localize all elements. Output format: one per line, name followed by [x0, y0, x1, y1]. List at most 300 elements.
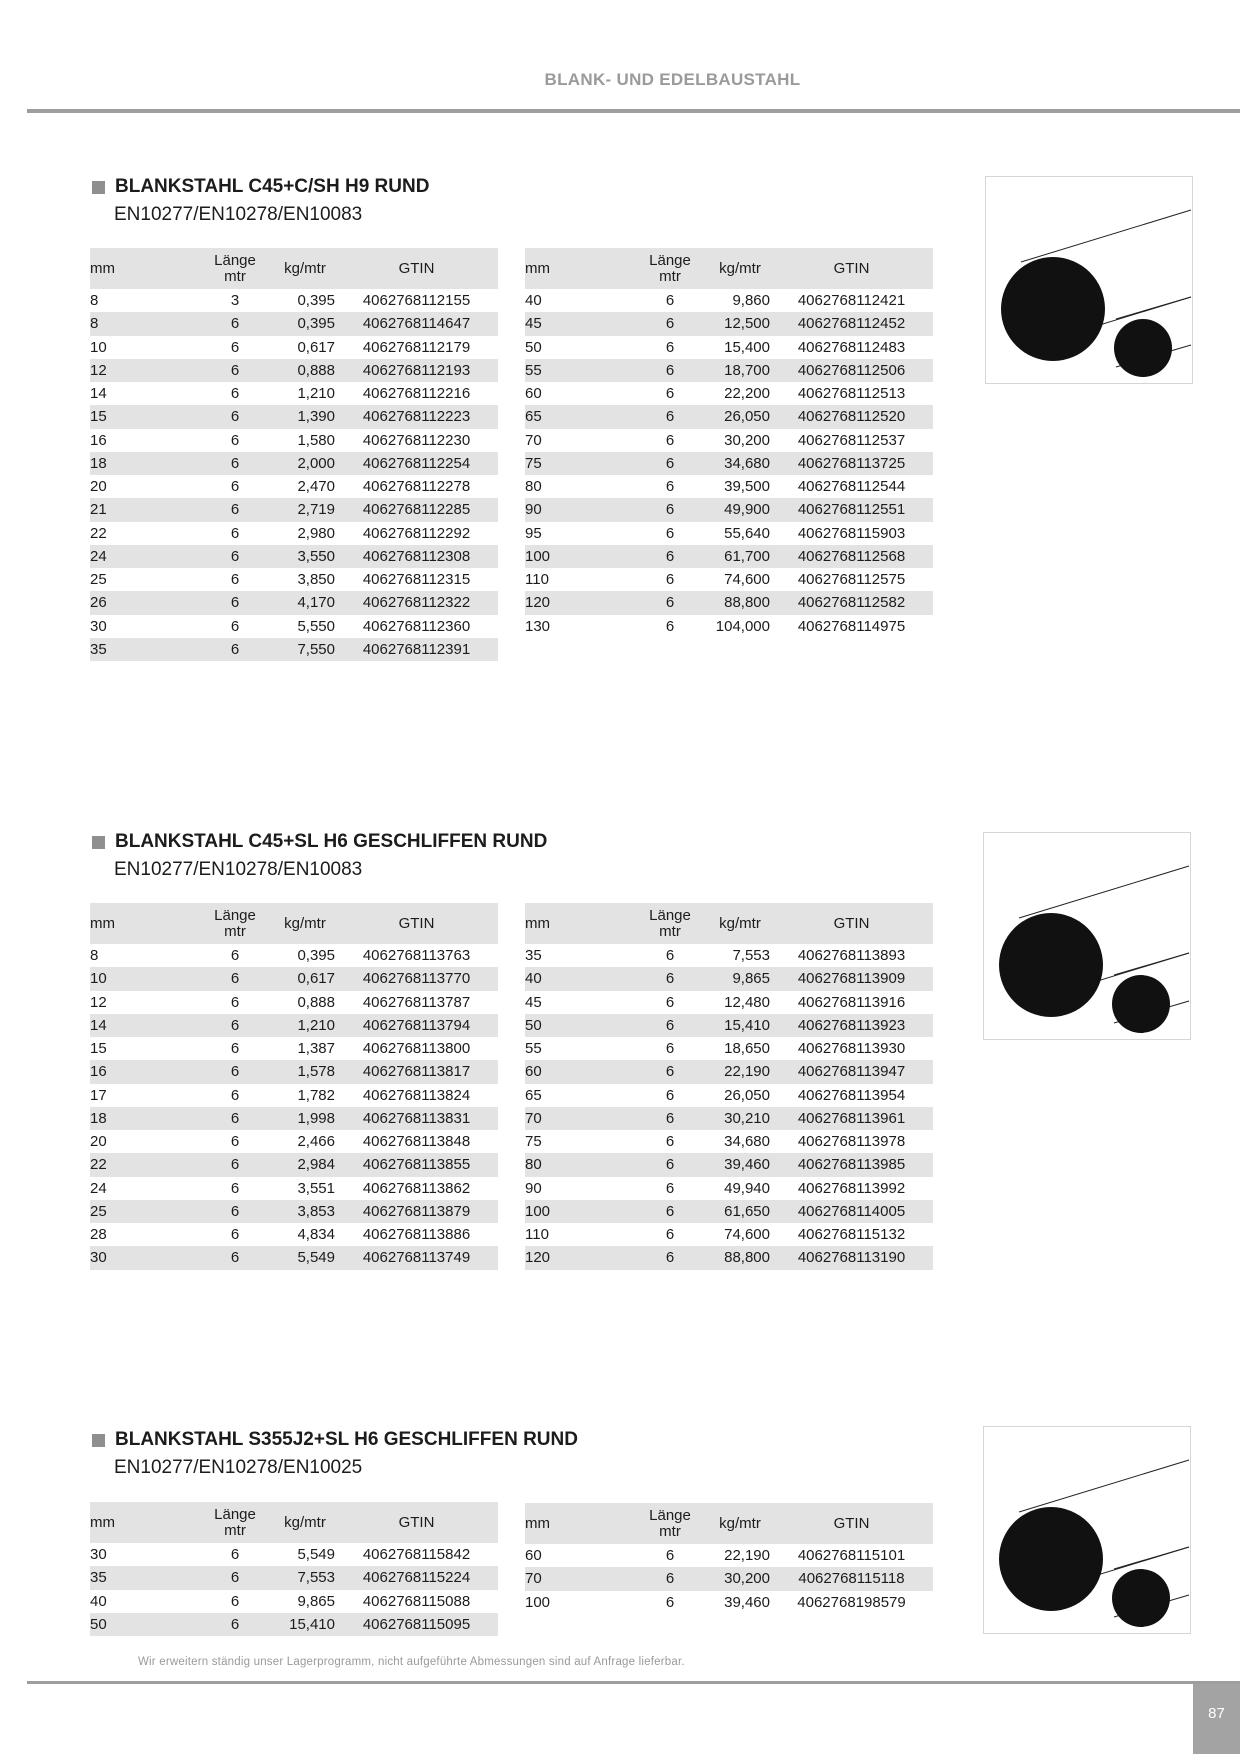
table-row — [90, 1014, 498, 1037]
cell-length: 6 — [195, 498, 275, 521]
cell-length: 6 — [665, 524, 675, 542]
table-row — [90, 1084, 498, 1107]
cell-gtin: 4062768112575 — [797, 571, 906, 589]
cell-length: 6 — [665, 1547, 675, 1565]
cell-gtin: 4062768113800 — [362, 1040, 471, 1058]
cell-kg-per-mtr: 30,200 — [710, 1567, 770, 1590]
cell-kg-per-mtr: 3,850 — [297, 571, 335, 589]
col-header-length: Länge mtr — [195, 248, 275, 289]
col-header-kg: kg/mtr — [710, 1503, 770, 1544]
cell-length: 6 — [665, 431, 675, 449]
table-row — [90, 615, 498, 638]
cell-mm: 50 — [525, 338, 542, 356]
cell-mm: 75 — [525, 1133, 542, 1151]
cell-length: 6 — [665, 1040, 675, 1058]
cell-mm: 15 — [90, 405, 195, 428]
cell-mm: 120 — [525, 591, 630, 614]
cell-kg-per-mtr: 61,700 — [710, 545, 770, 568]
cell-kg-per-mtr: 26,050 — [710, 405, 770, 428]
cell-gtin: 4062768112193 — [335, 359, 498, 382]
table-row — [90, 405, 498, 428]
cell-gtin: 4062768115842 — [362, 1546, 471, 1564]
table-row — [90, 498, 498, 521]
cell-length: 6 — [195, 1246, 275, 1269]
cell-mm: 17 — [90, 1086, 107, 1104]
table-row — [90, 1130, 498, 1153]
cell-kg-per-mtr: 9,860 — [732, 292, 770, 310]
cell-mm: 75 — [525, 452, 630, 475]
cell-gtin: 4062768113886 — [362, 1226, 471, 1244]
table-row — [525, 1153, 933, 1176]
cell-gtin: 4062768112506 — [770, 359, 933, 382]
cell-mm: 14 — [90, 1014, 195, 1037]
top-divider — [27, 109, 1240, 113]
cell-length: 6 — [195, 405, 275, 428]
table-row — [525, 498, 933, 521]
cell-gtin: 4062768112223 — [335, 405, 498, 428]
cell-mm: 70 — [525, 1107, 630, 1130]
bullet-square-icon — [92, 181, 105, 194]
cell-gtin: 4062768113824 — [362, 1086, 471, 1104]
cell-length: 6 — [630, 359, 710, 382]
table-row — [525, 944, 933, 967]
cell-kg-per-mtr: 0,617 — [297, 338, 335, 356]
cell-gtin: 4062768113190 — [770, 1246, 933, 1269]
cell-gtin: 4062768113961 — [770, 1107, 933, 1130]
table-row — [90, 1246, 498, 1269]
table-row — [525, 1084, 933, 1107]
cell-mm: 12 — [90, 993, 107, 1011]
cell-length: 6 — [230, 1546, 240, 1564]
cell-kg-per-mtr: 39,500 — [724, 478, 770, 496]
cell-kg-per-mtr: 18,650 — [724, 1040, 770, 1058]
col-header-gtin: GTIN — [335, 903, 498, 944]
col-header-kg: kg/mtr — [275, 1502, 335, 1543]
cell-gtin: 4062768113794 — [335, 1014, 498, 1037]
cell-kg-per-mtr: 1,387 — [297, 1040, 335, 1058]
table-row — [525, 405, 933, 428]
cell-kg-per-mtr: 61,650 — [710, 1200, 770, 1223]
cell-gtin: 4062768113817 — [335, 1060, 498, 1083]
cell-length: 6 — [195, 1613, 275, 1636]
table-header — [90, 903, 498, 944]
size-table-left — [90, 1502, 498, 1636]
size-table-left — [90, 248, 498, 661]
cell-gtin: 4062768198579 — [797, 1593, 906, 1611]
bullet-square-icon — [92, 836, 105, 849]
section-norm: EN10277/EN10278/EN10083 — [114, 204, 363, 225]
cell-kg-per-mtr: 0,395 — [297, 292, 335, 310]
cell-kg-per-mtr: 2,000 — [275, 452, 335, 475]
cell-length: 6 — [195, 967, 275, 990]
cell-mm: 60 — [525, 385, 542, 403]
cell-mm: 8 — [90, 312, 195, 335]
cell-length: 6 — [230, 993, 240, 1011]
col-header-kg: kg/mtr — [275, 248, 335, 289]
table-row — [525, 991, 933, 1014]
section-title — [92, 1429, 578, 1451]
table-row — [525, 1223, 933, 1246]
cell-gtin: 4062768112544 — [797, 478, 906, 496]
table-row — [525, 967, 933, 990]
cell-length: 6 — [665, 617, 675, 635]
table-row — [525, 568, 933, 591]
table-row — [90, 1590, 498, 1613]
cell-mm: 28 — [90, 1226, 107, 1244]
cell-length: 6 — [630, 1200, 710, 1223]
cell-length: 6 — [630, 1153, 710, 1176]
cell-kg-per-mtr: 1,782 — [297, 1086, 335, 1104]
table-row — [525, 591, 933, 614]
cell-mm: 15 — [90, 1040, 107, 1058]
cell-kg-per-mtr: 15,410 — [710, 1014, 770, 1037]
cell-gtin: 4062768112254 — [335, 452, 498, 475]
table-row — [525, 1177, 933, 1200]
cell-kg-per-mtr: 5,550 — [297, 617, 335, 635]
cell-gtin: 4062768113947 — [770, 1060, 933, 1083]
cell-kg-per-mtr: 49,940 — [724, 1179, 770, 1197]
col-header-mm: mm — [525, 248, 630, 289]
table-row — [525, 1130, 933, 1153]
cell-gtin: 4062768113749 — [335, 1246, 498, 1269]
cell-gtin: 4062768112421 — [797, 292, 906, 310]
cell-length: 6 — [230, 478, 240, 496]
table-row — [90, 452, 498, 475]
cell-length: 6 — [195, 1107, 275, 1130]
table-row — [90, 1543, 498, 1566]
cell-gtin: 4062768113862 — [362, 1179, 471, 1197]
cell-gtin: 4062768112155 — [362, 292, 471, 310]
cell-gtin: 4062768115095 — [335, 1613, 498, 1636]
section-title — [92, 176, 429, 198]
cell-mm: 60 — [525, 1060, 630, 1083]
cell-kg-per-mtr: 4,834 — [297, 1226, 335, 1244]
cell-mm: 70 — [525, 1567, 630, 1590]
cell-length: 6 — [630, 1060, 710, 1083]
table-row — [90, 336, 498, 359]
table-row — [525, 1246, 933, 1269]
cell-mm: 10 — [90, 338, 107, 356]
cell-gtin: 4062768112292 — [362, 524, 471, 542]
cell-mm: 30 — [90, 617, 107, 635]
cell-kg-per-mtr: 1,390 — [275, 405, 335, 428]
cell-mm: 8 — [90, 947, 99, 965]
cell-mm: 16 — [90, 1060, 195, 1083]
cell-length: 6 — [665, 1133, 675, 1151]
cell-length: 6 — [665, 1086, 675, 1104]
cell-mm: 110 — [525, 1226, 549, 1244]
cell-kg-per-mtr: 2,470 — [297, 478, 335, 496]
col-header-length: Länge mtr — [630, 248, 710, 289]
cell-mm: 12 — [90, 359, 195, 382]
cell-kg-per-mtr: 30,200 — [724, 431, 770, 449]
cell-kg-per-mtr: 7,553 — [732, 947, 770, 965]
cell-mm: 50 — [525, 1014, 630, 1037]
cell-kg-per-mtr: 3,551 — [297, 1179, 335, 1197]
bottom-divider — [27, 1681, 1240, 1684]
bullet-square-icon — [92, 1434, 105, 1447]
size-table-right — [525, 248, 933, 638]
cell-kg-per-mtr: 5,549 — [275, 1246, 335, 1269]
table-row — [525, 1037, 933, 1060]
cell-mm: 16 — [90, 431, 107, 449]
table-row — [525, 1200, 933, 1223]
cell-mm: 14 — [90, 385, 107, 403]
table-row — [90, 1060, 498, 1083]
cell-kg-per-mtr: 4,170 — [275, 591, 335, 614]
cell-gtin: 4062768115101 — [797, 1547, 906, 1565]
col-header-length: Länge mtr — [630, 903, 710, 944]
cell-length: 6 — [665, 1593, 675, 1611]
cell-gtin: 4062768112315 — [362, 571, 471, 589]
cell-mm: 35 — [90, 638, 195, 661]
table-row — [525, 545, 933, 568]
cell-mm: 55 — [525, 1040, 542, 1058]
table-header — [90, 248, 498, 289]
table-row — [90, 475, 498, 498]
cell-mm: 24 — [90, 545, 195, 568]
table-row — [90, 1107, 498, 1130]
page-number: 87 — [1193, 1684, 1240, 1754]
cell-gtin: 4062768112537 — [797, 431, 906, 449]
table-row — [90, 522, 498, 545]
cell-gtin: 4062768112278 — [362, 478, 471, 496]
table-row — [525, 382, 933, 405]
cell-kg-per-mtr: 0,395 — [297, 947, 335, 965]
section-title-text: BLANKSTAHL C45+C/SH H9 RUND — [115, 176, 430, 197]
cell-gtin: 4062768112513 — [797, 385, 906, 403]
table-header — [90, 1502, 498, 1543]
section-title — [92, 831, 547, 853]
cell-kg-per-mtr: 74,600 — [724, 1226, 770, 1244]
cell-kg-per-mtr: 7,550 — [275, 638, 335, 661]
cell-length: 6 — [630, 405, 710, 428]
table-row — [525, 1060, 933, 1083]
col-header-gtin: GTIN — [770, 248, 933, 289]
cell-mm: 45 — [525, 993, 542, 1011]
table-row — [90, 312, 498, 335]
col-header-mm: mm — [90, 1502, 195, 1543]
col-header-kg: kg/mtr — [710, 903, 770, 944]
col-header-kg: kg/mtr — [710, 248, 770, 289]
cell-gtin: 4062768113831 — [335, 1107, 498, 1130]
section-title-text: BLANKSTAHL S355J2+SL H6 GESCHLIFFEN RUND — [115, 1429, 578, 1450]
cell-gtin: 4062768113787 — [362, 993, 471, 1011]
cell-gtin: 4062768114005 — [770, 1200, 933, 1223]
cell-gtin: 4062768112285 — [335, 498, 498, 521]
cell-length: 6 — [195, 591, 275, 614]
cell-mm: 26 — [90, 591, 195, 614]
cell-kg-per-mtr: 55,640 — [724, 524, 770, 542]
cell-length: 6 — [230, 1086, 240, 1104]
cell-length: 6 — [630, 452, 710, 475]
cell-gtin: 4062768114647 — [335, 312, 498, 335]
col-header-kg: kg/mtr — [275, 903, 335, 944]
table-row — [90, 944, 498, 967]
cell-mm: 25 — [90, 571, 107, 589]
cell-length: 6 — [195, 545, 275, 568]
cell-mm: 65 — [525, 1086, 542, 1104]
cell-length: 6 — [630, 545, 710, 568]
cell-length: 6 — [195, 452, 275, 475]
cell-mm: 130 — [525, 617, 551, 635]
cell-gtin: 4062768113985 — [770, 1153, 933, 1176]
table-row — [90, 359, 498, 382]
cell-kg-per-mtr: 9,865 — [710, 967, 770, 990]
cell-length: 6 — [665, 571, 675, 589]
cell-gtin: 4062768113763 — [362, 947, 471, 965]
table-row — [525, 475, 933, 498]
cell-mm: 90 — [525, 1179, 542, 1197]
cell-kg-per-mtr: 1,210 — [275, 1014, 335, 1037]
cell-kg-per-mtr: 22,190 — [710, 1060, 770, 1083]
cell-length: 6 — [630, 312, 710, 335]
cell-gtin: 4062768115088 — [362, 1592, 471, 1610]
cell-gtin: 4062768113848 — [362, 1133, 471, 1151]
cell-length: 6 — [195, 312, 275, 335]
cell-length: 6 — [630, 1567, 710, 1590]
cell-gtin: 4062768112391 — [335, 638, 498, 661]
cell-length: 6 — [195, 638, 275, 661]
cell-mm: 110 — [525, 571, 549, 589]
cell-length: 6 — [665, 478, 675, 496]
cell-mm: 35 — [90, 1566, 195, 1589]
cell-mm: 65 — [525, 405, 630, 428]
cell-kg-per-mtr: 2,984 — [275, 1153, 335, 1176]
cell-length: 6 — [665, 1179, 675, 1197]
cell-length: 6 — [630, 1107, 710, 1130]
cell-mm: 21 — [90, 498, 195, 521]
cell-kg-per-mtr: 0,888 — [275, 359, 335, 382]
cell-kg-per-mtr: 12,500 — [710, 312, 770, 335]
cell-gtin: 4062768112551 — [770, 498, 933, 521]
cell-mm: 80 — [525, 478, 542, 496]
cell-gtin: 4062768112216 — [362, 385, 471, 403]
table-row — [90, 1613, 498, 1636]
table-row — [90, 638, 498, 661]
cell-mm: 24 — [90, 1179, 107, 1197]
cell-mm: 40 — [90, 1592, 107, 1610]
cell-mm: 22 — [90, 524, 107, 542]
cell-kg-per-mtr: 88,800 — [710, 591, 770, 614]
col-header-gtin: GTIN — [770, 903, 933, 944]
cell-length: 6 — [195, 1060, 275, 1083]
cell-kg-per-mtr: 22,190 — [724, 1547, 770, 1565]
cell-gtin: 4062768112179 — [362, 338, 471, 356]
table-row — [90, 1177, 498, 1200]
cell-length: 6 — [195, 1014, 275, 1037]
cell-mm: 100 — [525, 545, 630, 568]
table-row — [525, 1544, 933, 1567]
col-header-mm: mm — [90, 903, 195, 944]
cell-gtin: 4062768112230 — [362, 431, 471, 449]
cell-gtin: 4062768112520 — [770, 405, 933, 428]
table-header — [525, 248, 933, 289]
cell-length: 6 — [195, 359, 275, 382]
size-table-right — [525, 903, 933, 1270]
table-row — [525, 1591, 933, 1614]
cell-mm: 70 — [525, 431, 542, 449]
col-header-gtin: GTIN — [335, 1502, 498, 1543]
cell-kg-per-mtr: 9,865 — [297, 1592, 335, 1610]
table-row — [525, 429, 933, 452]
cell-kg-per-mtr: 15,410 — [275, 1613, 335, 1636]
table-row — [90, 382, 498, 405]
cell-mm: 45 — [525, 312, 630, 335]
cell-kg-per-mtr: 1,578 — [275, 1060, 335, 1083]
cell-gtin: 4062768113879 — [335, 1200, 498, 1223]
table-row — [90, 568, 498, 591]
cell-length: 3 — [230, 292, 240, 310]
col-header-mm: mm — [90, 248, 195, 289]
table-row — [90, 429, 498, 452]
cell-kg-per-mtr: 34,680 — [724, 1133, 770, 1151]
col-header-length: Länge mtr — [630, 1503, 710, 1544]
table-row — [525, 336, 933, 359]
cell-mm: 40 — [525, 292, 542, 310]
cell-kg-per-mtr: 0,617 — [275, 967, 335, 990]
col-header-length: Länge mtr — [195, 903, 275, 944]
cell-mm: 100 — [525, 1593, 551, 1611]
cell-mm: 22 — [90, 1153, 195, 1176]
cell-mm: 10 — [90, 967, 195, 990]
table-row — [525, 522, 933, 545]
cell-kg-per-mtr: 3,853 — [275, 1200, 335, 1223]
cell-length: 6 — [230, 1040, 240, 1058]
cell-length: 6 — [630, 591, 710, 614]
cell-gtin: 4062768113909 — [770, 967, 933, 990]
footnote: Wir erweitern ständig unser Lagerprogramm, nicht aufgeführte Abmessungen sind auf Anfrage lieferbar. — [138, 1656, 685, 1668]
cell-length: 6 — [195, 1200, 275, 1223]
col-header-gtin: GTIN — [770, 1503, 933, 1544]
cell-kg-per-mtr: 1,210 — [297, 385, 335, 403]
cell-gtin: 4062768112308 — [335, 545, 498, 568]
cell-kg-per-mtr: 0,395 — [275, 312, 335, 335]
table-row — [525, 1107, 933, 1130]
cell-kg-per-mtr: 49,900 — [710, 498, 770, 521]
cell-length: 6 — [665, 1226, 675, 1244]
cell-gtin: 4062768115224 — [335, 1566, 498, 1589]
round-bar-icon — [983, 832, 1191, 1040]
cell-kg-per-mtr: 15,400 — [724, 338, 770, 356]
cell-length: 6 — [665, 993, 675, 1011]
cell-length: 6 — [230, 1226, 240, 1244]
cell-gtin: 4062768113855 — [335, 1153, 498, 1176]
table-row — [525, 615, 933, 638]
cell-mm: 95 — [525, 524, 542, 542]
cell-gtin: 4062768113992 — [797, 1179, 906, 1197]
cell-length: 6 — [230, 1133, 240, 1151]
table-row — [90, 1037, 498, 1060]
col-header-gtin: GTIN — [335, 248, 498, 289]
cell-gtin: 4062768112582 — [770, 591, 933, 614]
cell-length: 6 — [665, 338, 675, 356]
size-table-left — [90, 903, 498, 1270]
table-row — [525, 359, 933, 382]
cell-mm: 20 — [90, 478, 107, 496]
cell-mm: 120 — [525, 1246, 630, 1269]
cell-kg-per-mtr: 5,549 — [297, 1546, 335, 1564]
cell-gtin: 4062768113978 — [797, 1133, 906, 1151]
section-norm: EN10277/EN10278/EN10083 — [114, 859, 363, 880]
cell-mm: 25 — [90, 1200, 195, 1223]
cell-gtin: 4062768115903 — [797, 524, 906, 542]
cell-length: 6 — [665, 292, 675, 310]
cell-length: 6 — [230, 431, 240, 449]
cell-kg-per-mtr: 1,580 — [297, 431, 335, 449]
cell-kg-per-mtr: 30,210 — [710, 1107, 770, 1130]
table-header — [525, 1503, 933, 1544]
